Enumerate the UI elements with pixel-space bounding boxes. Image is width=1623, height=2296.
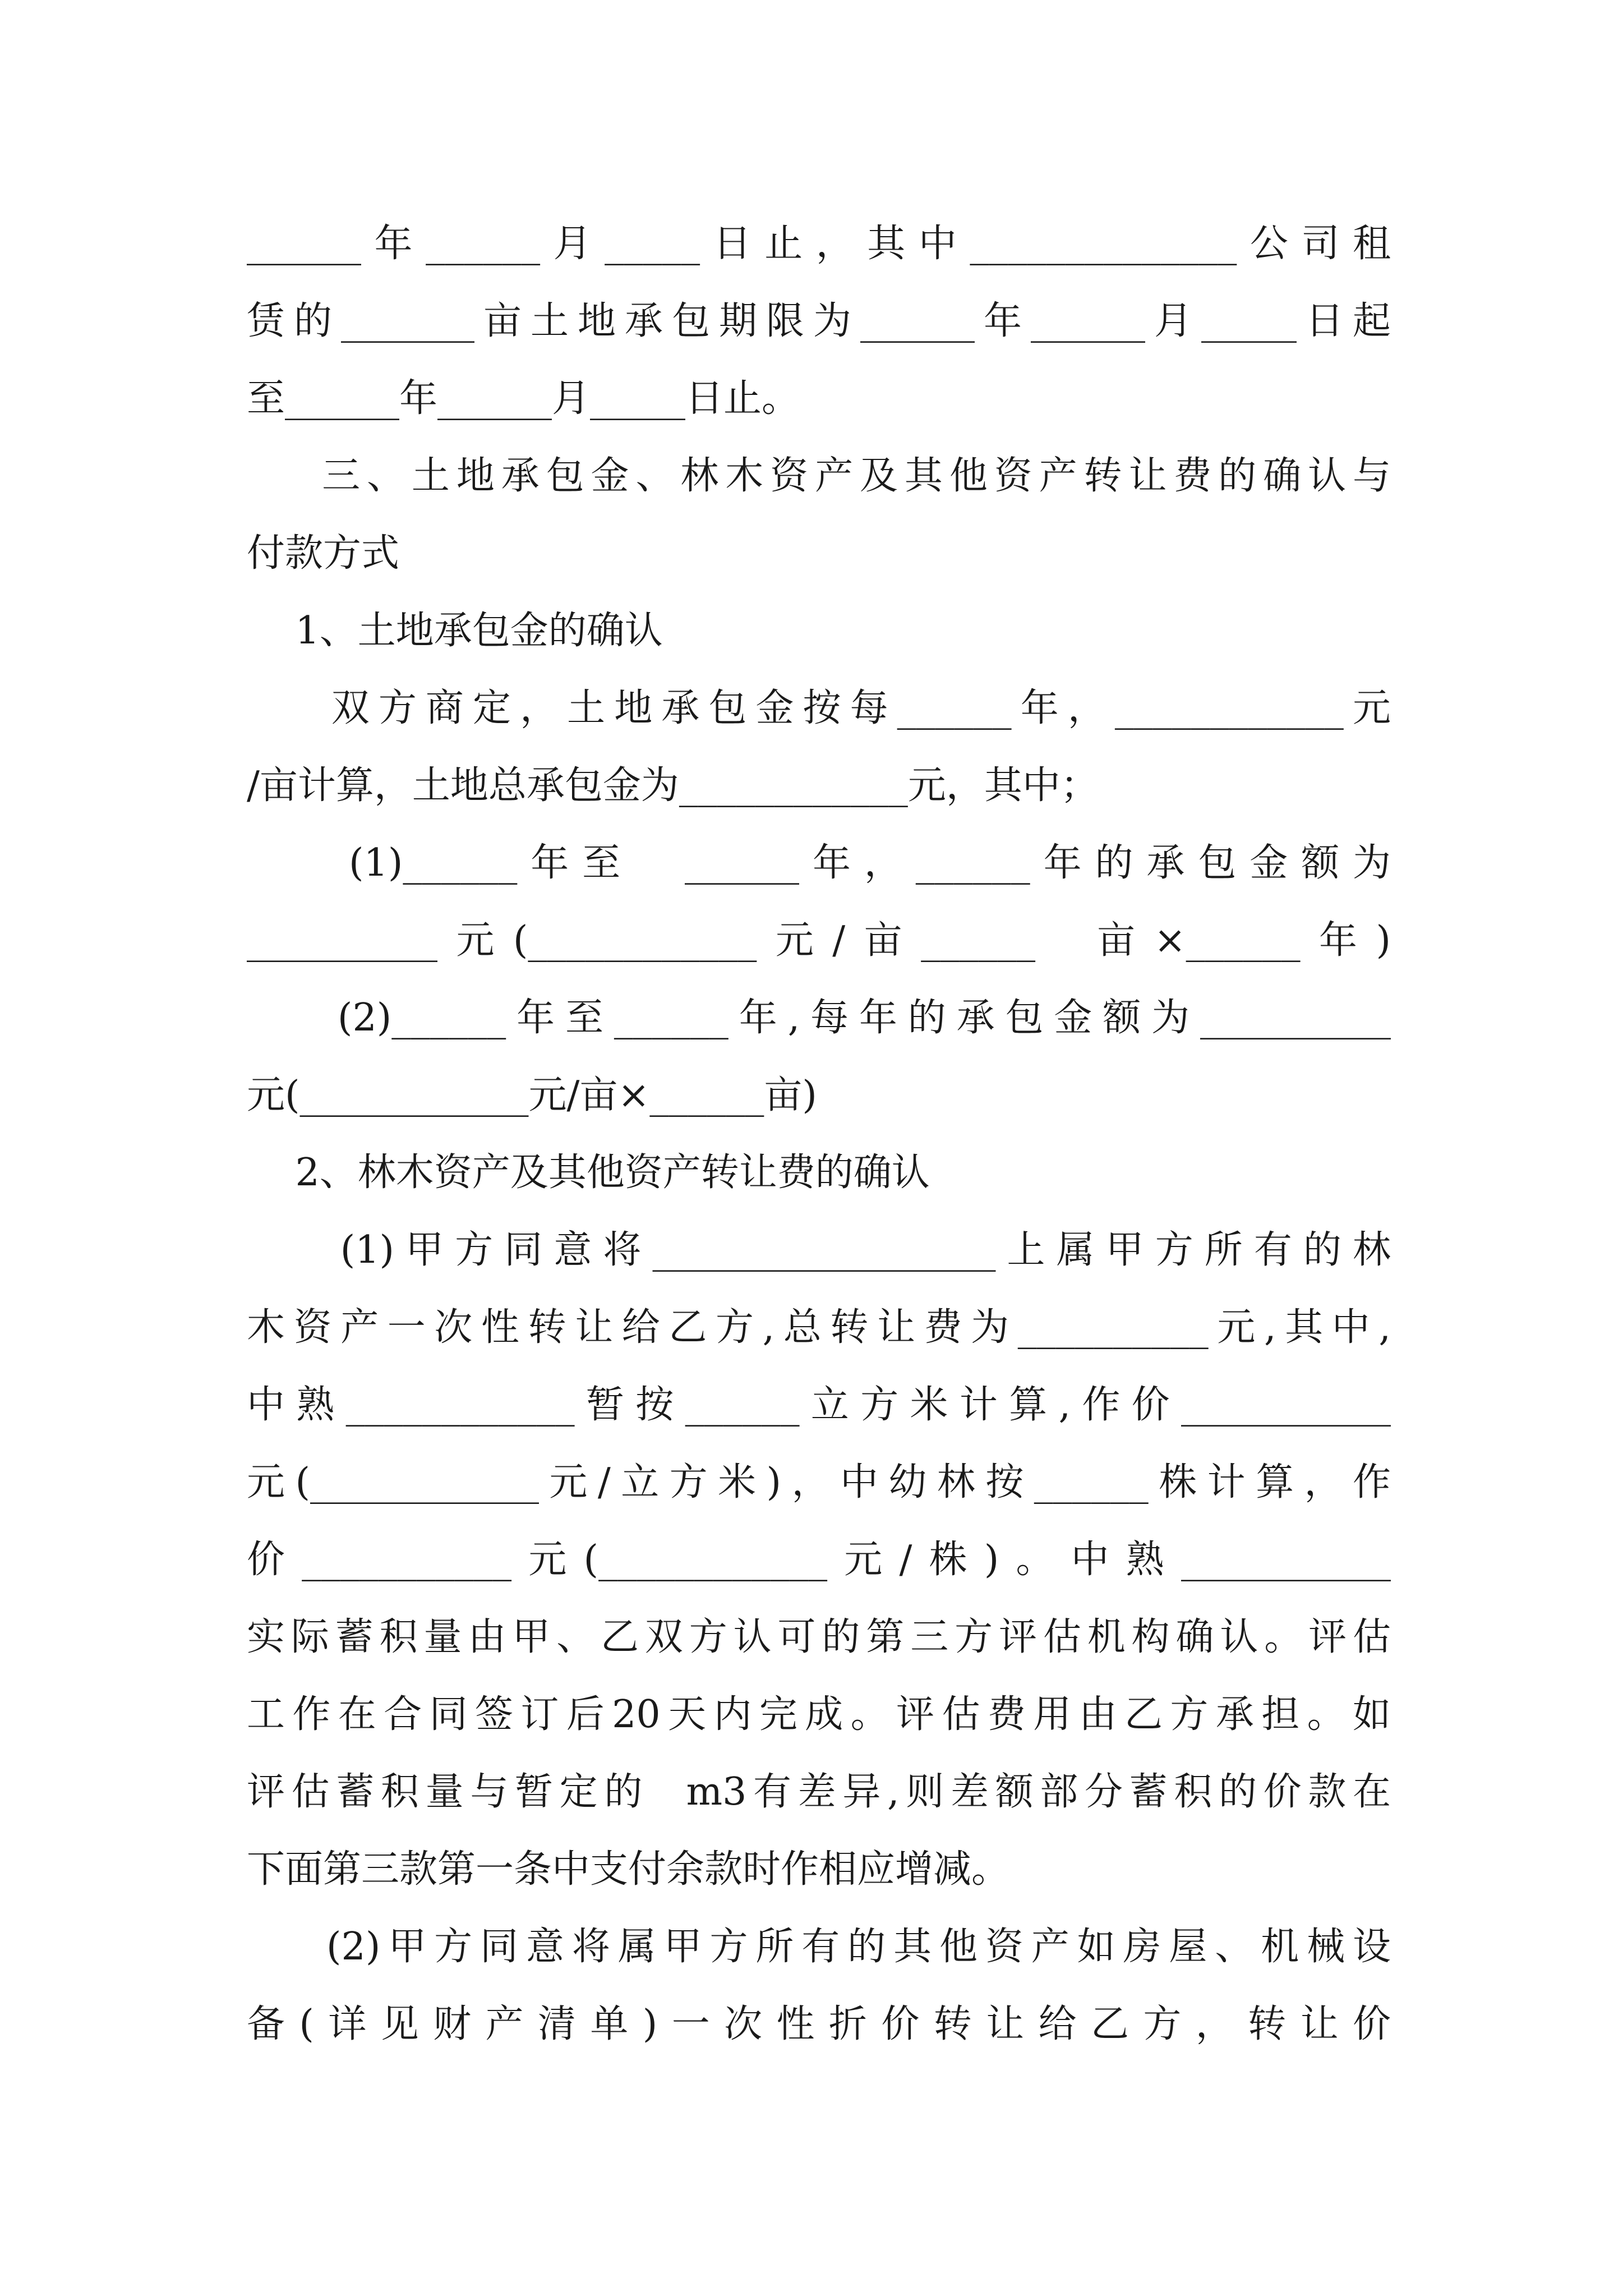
text-line: 下面第三款第一条中支付余款时作相应增减。 bbox=[247, 1847, 1010, 1892]
text-line: 中熟____________暂按______立方米计算,作价___________ bbox=[247, 1383, 1391, 1427]
subsection-heading: 2、林木资产及其他资产转让费的确认 bbox=[247, 1151, 930, 1195]
text-line: 评估蓄积量与暂定的 m3有差异,则差额部分蓄积的价款在 bbox=[247, 1770, 1391, 1814]
section-heading: 三、土地承包金、林木资产及其他资产转让费的确认与 bbox=[247, 454, 1391, 498]
text-line: 工作在合同签订后20天内完成。评估费用由乙方承担。如 bbox=[247, 1692, 1391, 1737]
text-line: 赁的_______亩土地承包期限为______年______月_____日起 bbox=[247, 299, 1391, 343]
subsection-heading: 1、土地承包金的确认 bbox=[247, 609, 663, 653]
text-line: 木资产一次性转让给乙方,总转让费为__________元,其中, bbox=[247, 1305, 1391, 1350]
text-line: 备(详见财产清单)一次性折价转让给乙方，转让价 bbox=[247, 2002, 1391, 2046]
text-line: (1)______年至 ______年，______年的承包金额为 bbox=[247, 841, 1391, 885]
text-line: (2)甲方同意将属甲方所有的其他资产如房屋、机械设 bbox=[247, 1925, 1391, 1969]
text-line: 双方商定，土地承包金按每______年，____________元 bbox=[247, 686, 1391, 730]
text-line: 至______年______月_____日止。 bbox=[247, 376, 800, 421]
text-line: (1)甲方同意将__________________上属甲方所有的林 bbox=[247, 1228, 1391, 1272]
text-line: ______年______月_____日止，其中______________公司租 bbox=[247, 222, 1391, 266]
text-line: 元(____________元/亩×______亩) bbox=[247, 1073, 817, 1117]
text-line: __________元(____________元/亩______ 亩×______年) bbox=[247, 918, 1391, 963]
text-line: /亩计算，土地总承包金为____________元，其中； bbox=[247, 763, 1099, 808]
text-line: 元(____________元/立方米)，中幼林按______株计算，作 bbox=[247, 1460, 1391, 1504]
text-line: (2)______年至______年,每年的承包金额为__________ bbox=[247, 996, 1391, 1040]
text-line: 价___________元(____________元/株)。中熟___________ bbox=[247, 1538, 1391, 1582]
section-heading: 付款方式 bbox=[247, 531, 400, 576]
text-line: 实际蓄积量由甲、乙双方认可的第三方评估机构确认。评估 bbox=[247, 1615, 1391, 1659]
